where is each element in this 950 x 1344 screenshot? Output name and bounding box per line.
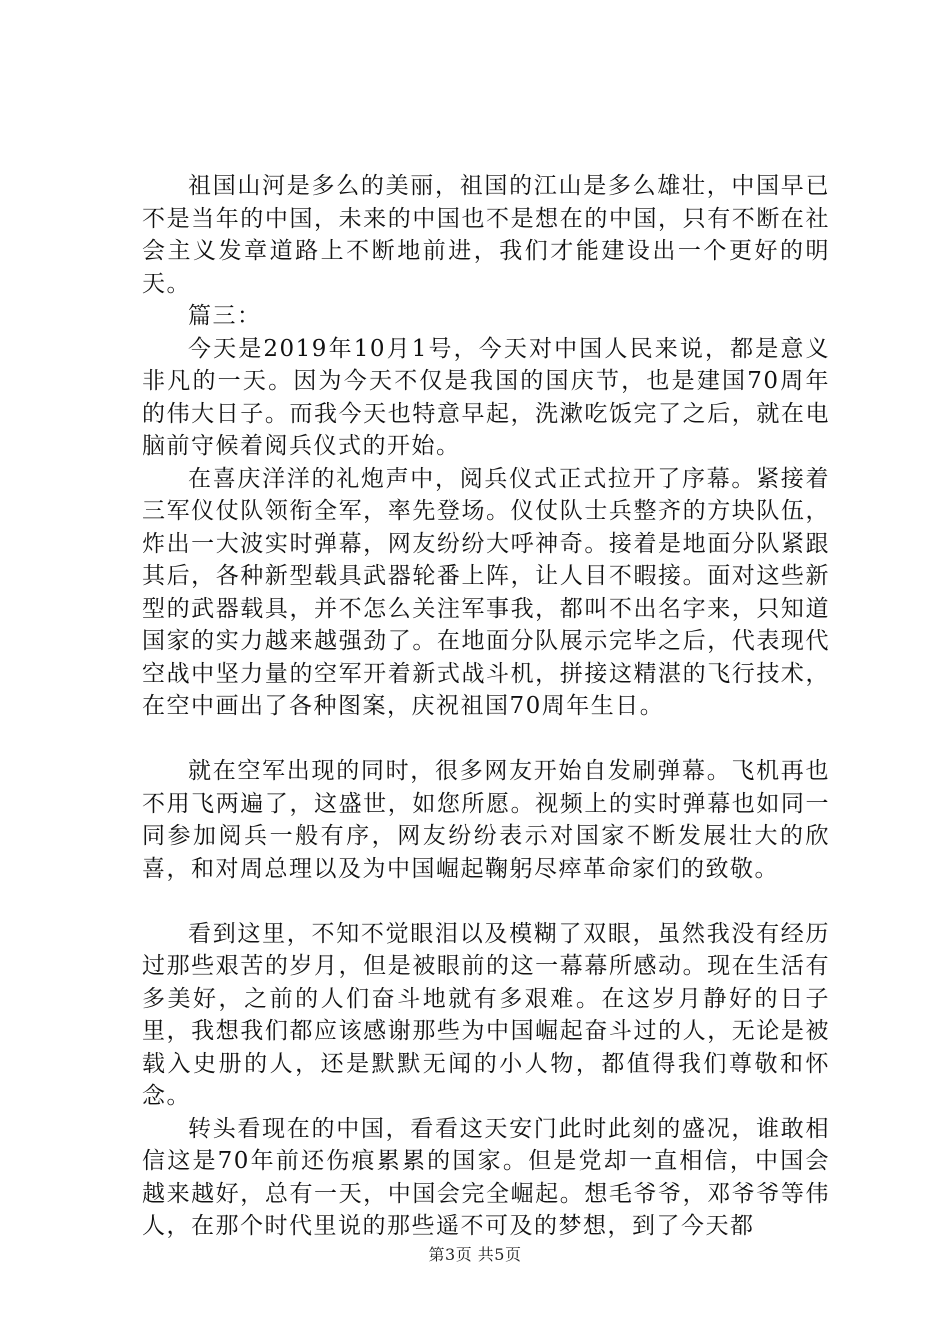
document-body <box>142 170 830 1243</box>
section-heading: 篇三： <box>188 303 262 329</box>
paragraph: 转头看现在的中国，看看这天安门此时此刻的盛况，谁敢相信这是70年前还伤痕累累的国家。但是党却一直相信，中国会越来越好，总有一天，中国会完全崛起。想毛爷爷，邓爷爷等伟人，在那个时代里说的那些遥不可及的梦想，到了今天都 <box>142 1115 830 1239</box>
paragraph: 看到这里，不知不觉眼泪以及模糊了双眼，虽然我没有经历过那些艰苦的岁月，但是被眼前的这一幕幕所感动。现在生活有多美好，之前的人们奋斗地就有多艰难。在这岁月静好的日子里，我想我们都应该感谢那些为中国崛起奋斗过的人，无论是被载入史册的人，还是默默无闻的小人物，都值得我们尊敬和怀念。 <box>142 920 830 1109</box>
paragraph: 今天是2019年10月1号，今天对中国人民来说，都是意义非凡的一天。因为今天不仅是我国的国庆节，也是建国70周年的伟大日子。而我今天也特意早起，洗漱吃饭完了之后，就在电脑前守候着阅兵仪式的开始。 <box>142 335 830 459</box>
page-footer: 第3页 共5页 <box>428 1245 522 1264</box>
paragraph: 就在空军出现的同时，很多网友开始自发刷弹幕。飞机再也不用飞两遍了，这盛世，如您所愿。视频上的实时弹幕也如同一同参加阅兵一般有序，网友纷纷表示对国家不断发展壮大的欣喜，和对周总理以及为中国崛起鞠躬尽瘁革命家们的致敬。 <box>142 758 830 882</box>
paragraph: 祖国山河是多么的美丽，祖国的江山是多么雄壮，中国早已不是当年的中国，未来的中国也不是想在的中国，只有不断在社会主义发章道路上不断地前进，我们才能建设出一个更好的明天。 <box>142 173 830 297</box>
paragraph: 在喜庆洋洋的礼炮声中，阅兵仪式正式拉开了序幕。紧接着三军仪仗队领衔全军，率先登场。仪仗队士兵整齐的方块队伍，炸出一大波实时弹幕，网友纷纷大呼神奇。接着是地面分队紧跟其后，各种新型载具武器轮番上阵，让人目不暇接。面对这些新型的武器载具，并不怎么关注军事我，都叫不出名字来，只知道国家的实力越来越强劲了。在地面分队展示完毕之后，代表现代空战中坚力量的空军开着新式战斗机，拼接这精湛的飞行技术，在空中画出了各种图案，庆祝祖国70周年生日。 <box>142 465 830 719</box>
